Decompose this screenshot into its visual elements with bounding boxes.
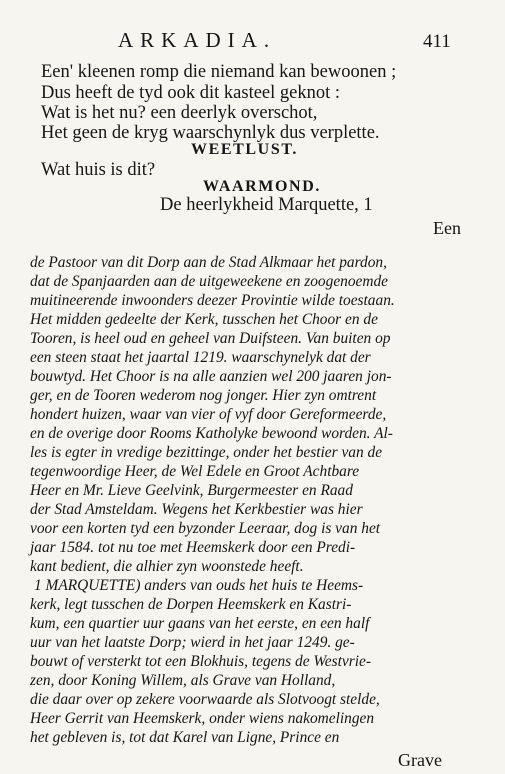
verse-line: Een' kleenen romp die niemand kan bewoonen ; — [41, 62, 397, 82]
note-line: die daar over op zekere voorwaarde als Slotvoogt stelde, — [30, 691, 380, 708]
note-line: jaar 1584. tot nu toe met Heemskerk door een Predi- — [30, 539, 356, 556]
note-line: uur van het laatste Dorp; wierd in het jaar 1249. ge- — [30, 634, 355, 651]
note-line: muitineerende inwoonders deezer Provintie wilde toestaan. — [30, 292, 395, 309]
note-line: hondert huizen, waar van vier of vyf door Gereformeerde, — [30, 406, 387, 423]
speech-line: Wat huis is dit? — [41, 160, 156, 180]
speaker-name: WAARMOND. — [203, 178, 321, 195]
verse-line: Wat is het nu? een deerlyk overschot, — [41, 103, 318, 123]
note-line: 1 MARQUETTE) anders van ouds het huis te Heems- — [34, 577, 364, 594]
page-number: 411 — [423, 31, 451, 52]
note-line: Heer Gerrit van Heemskerk, onder wiens nakomelingen — [30, 710, 375, 727]
note-line: dat de Spanjaarden aan de uitgeweekene en zoogenoemde — [30, 273, 389, 290]
note-line: der Stad Amsteldam. Wegens het Kerkbestier was hier — [30, 501, 363, 518]
note-line: bouwt of versterkt tot een Blokhuis, tegens de Westvrie- — [30, 653, 371, 670]
note-line: de Pastoor van dit Dorp aan de Stad Alkmaar het pardon, — [30, 254, 387, 271]
note-line: kerk, legt tusschen de Dorpen Heemskerk en Kastri- — [30, 596, 352, 613]
note-line: Heer en Mr. Lieve Geelvink, Burgermeester en Raad — [30, 482, 353, 499]
running-head-title: ARKADIA. — [118, 28, 277, 52]
speaker-name: WEETLUST. — [191, 141, 299, 158]
note-line: het gebleven is, tot dat Karel van Ligne, Prince en — [30, 729, 340, 746]
note-line: les is egter in vredige bezittinge, onder het bestier van de — [30, 444, 383, 461]
note-line: en de overige door Rooms Katholyke bewoond worden. Al- — [30, 425, 393, 442]
catchword-bottom: Grave — [398, 750, 442, 770]
note-line: bouwtyd. Het Choor is na alle aanzien wel 200 jaaren jon- — [30, 368, 392, 385]
catchword-top: Een — [433, 218, 461, 238]
note-line: een steen staat het jaartal 1219. waarschynelyk dat der — [30, 349, 371, 366]
note-line: kum, een quartier uur gaans van het eerste, en een half — [30, 615, 370, 632]
note-line: Tooren, is heel oud en geheel van Duifsteen. Van buiten op — [30, 330, 391, 347]
verse-line: Het geen de kryg waarschynlyk dus verplette. — [41, 123, 380, 143]
note-line: Het midden gedeelte der Kerk, tusschen het Choor en de — [30, 311, 378, 328]
note-line: ger, en de Tooren wederom nog jonger. Hier zyn omtrent — [30, 387, 377, 404]
note-line: tegenwoordige Heer, de Wel Edele en Groot Achtbare — [30, 463, 360, 480]
note-line: voor een korten tyd een byzonder Leeraar, dog is van het — [30, 520, 381, 537]
note-line: zen, door Koning Willem, als Grave van Holland, — [30, 672, 336, 689]
speech-line: De heerlykheid Marquette, 1 — [160, 195, 373, 215]
note-line: kant bedient, die alhier zyn woonstede heeft. — [30, 558, 304, 575]
verse-line: Dus heeft de tyd ook dit kasteel geknot : — [41, 83, 341, 103]
